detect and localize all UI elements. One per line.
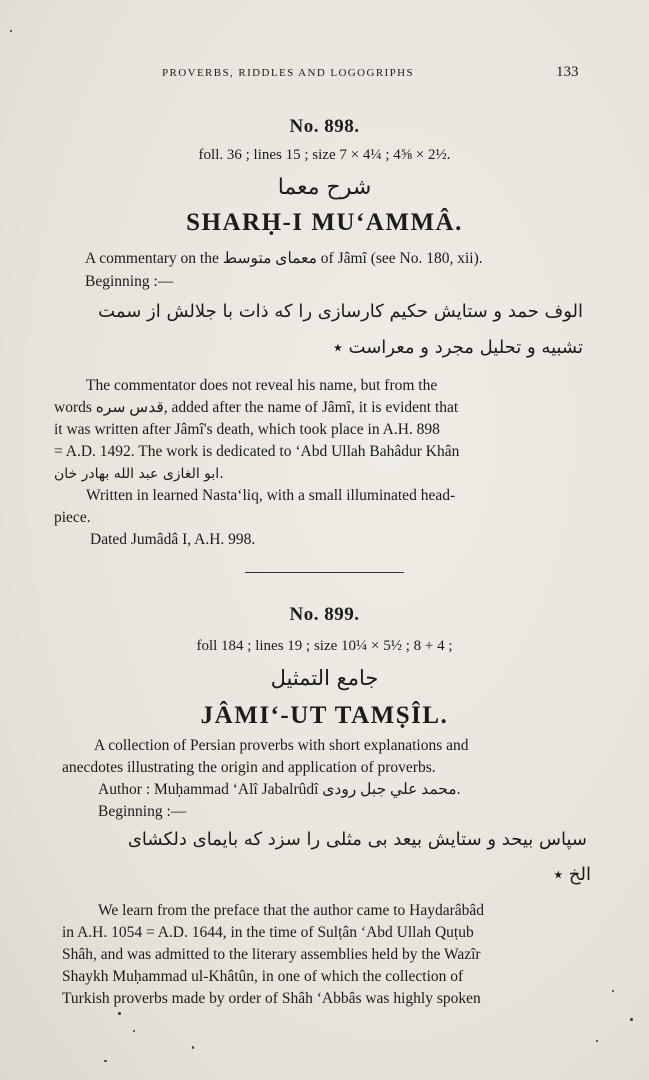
- entry-899-beginning-text-2: الخ ٭: [553, 864, 591, 885]
- entry-898-beginning-label: Beginning :—: [85, 273, 174, 290]
- entry-898-description: A commentary on the معمای متوسط of Jâmî (see No. 180, xii).: [85, 250, 483, 267]
- text-line: piece.: [54, 509, 91, 526]
- text-line: anecdotes illustrating the origin and application of proverbs.: [62, 759, 436, 776]
- author-line: Author : Muḥammad ‘Alî Jabalrûdî محمد علي جبل رودی.: [98, 781, 461, 798]
- entry-899-beginning-label: Beginning :—: [98, 803, 187, 820]
- text-line: Shâh, and was admitted to the literary assemblies held by the Wazîr: [62, 946, 481, 963]
- text-line: = A.D. 1492. The work is dedicated to ‘Abd Ullah Bahâdur Khân: [54, 443, 460, 460]
- entry-898-paragraph: [54, 375, 584, 551]
- entry-899-number: No. 899.: [289, 604, 360, 625]
- ink-speck: [133, 1030, 135, 1032]
- entry-899-paragraph: [62, 900, 589, 1010]
- text-line: in A.H. 1054 = A.D. 1644, in the time of Sulṭân ‘Abd Ullah Quṭub: [62, 924, 474, 941]
- entry-899-foll: foll 184 ; lines 19 ; size 10¼ × 5½ ; 8 + 4 ;: [196, 638, 453, 654]
- entry-899-description: [62, 735, 589, 823]
- entry-899-title: JÂMI‘-UT TAMṢÎL.: [200, 702, 449, 729]
- ink-speck: [630, 1018, 633, 1021]
- page-number: 133: [556, 64, 579, 80]
- running-title: PROVERBS, RIDDLES AND LOGOGRIPHS: [162, 67, 414, 79]
- entry-898-title: SHARḤ-I MU‘AMMÂ.: [186, 209, 463, 236]
- entry-898-number: No. 898.: [289, 116, 360, 137]
- entry-898-beginning-text-2: تشبیه و تحلیل مجرد و معراست ٭: [333, 337, 583, 358]
- text-line: Shaykh Muḥammad ul-Khâtûn, in one of which the collection of: [62, 968, 464, 985]
- ink-speck: [192, 1046, 194, 1049]
- text-line: We learn from the preface that the author came to Haydarâbâd: [98, 902, 485, 919]
- entry-899-arabic-title: جامع التمثیل: [270, 666, 379, 690]
- text-line: it was written after Jâmî's death, which took place in A.H. 898: [54, 421, 440, 438]
- text-line: words قدس سره, added after the name of Jâmî, it is evident that: [54, 399, 459, 416]
- ink-speck: [104, 1060, 107, 1062]
- text-line: ابو الغازی عبد الله بهادر خان.: [54, 466, 224, 482]
- text-line: Turkish proverbs made by order of Shâh ‘Abbâs was highly spoken: [62, 990, 481, 1007]
- ink-speck: [118, 1012, 121, 1015]
- entry-899-beginning-text-1: سپاس بیحد و ستایش بیعد بی مثلی را سزد که بایمای دلکشای: [127, 829, 587, 850]
- text-line: Written in learned Nasta‘liq, with a small illuminated head-: [86, 487, 456, 504]
- ink-speck: [612, 990, 614, 992]
- text-line: The commentator does not reveal his name, but from the: [86, 377, 438, 394]
- ink-speck: [596, 1040, 598, 1042]
- section-divider: [245, 572, 404, 573]
- entry-898-beginning-text-1: الوف حمد و ستایش حکیم کارسازی را که ذات با جلالش از سمت: [98, 301, 583, 322]
- entry-898-foll: foll. 36 ; lines 15 ; size 7 × 4¼ ; 4⅝ × 2½.: [198, 147, 451, 163]
- entry-898-arabic-title: شرح معما: [277, 175, 372, 200]
- text-line: A collection of Persian proverbs with short explanations and: [94, 737, 469, 754]
- ink-speck: [10, 30, 12, 32]
- dated-line: Dated Jumâdâ I, A.H. 998.: [90, 531, 256, 548]
